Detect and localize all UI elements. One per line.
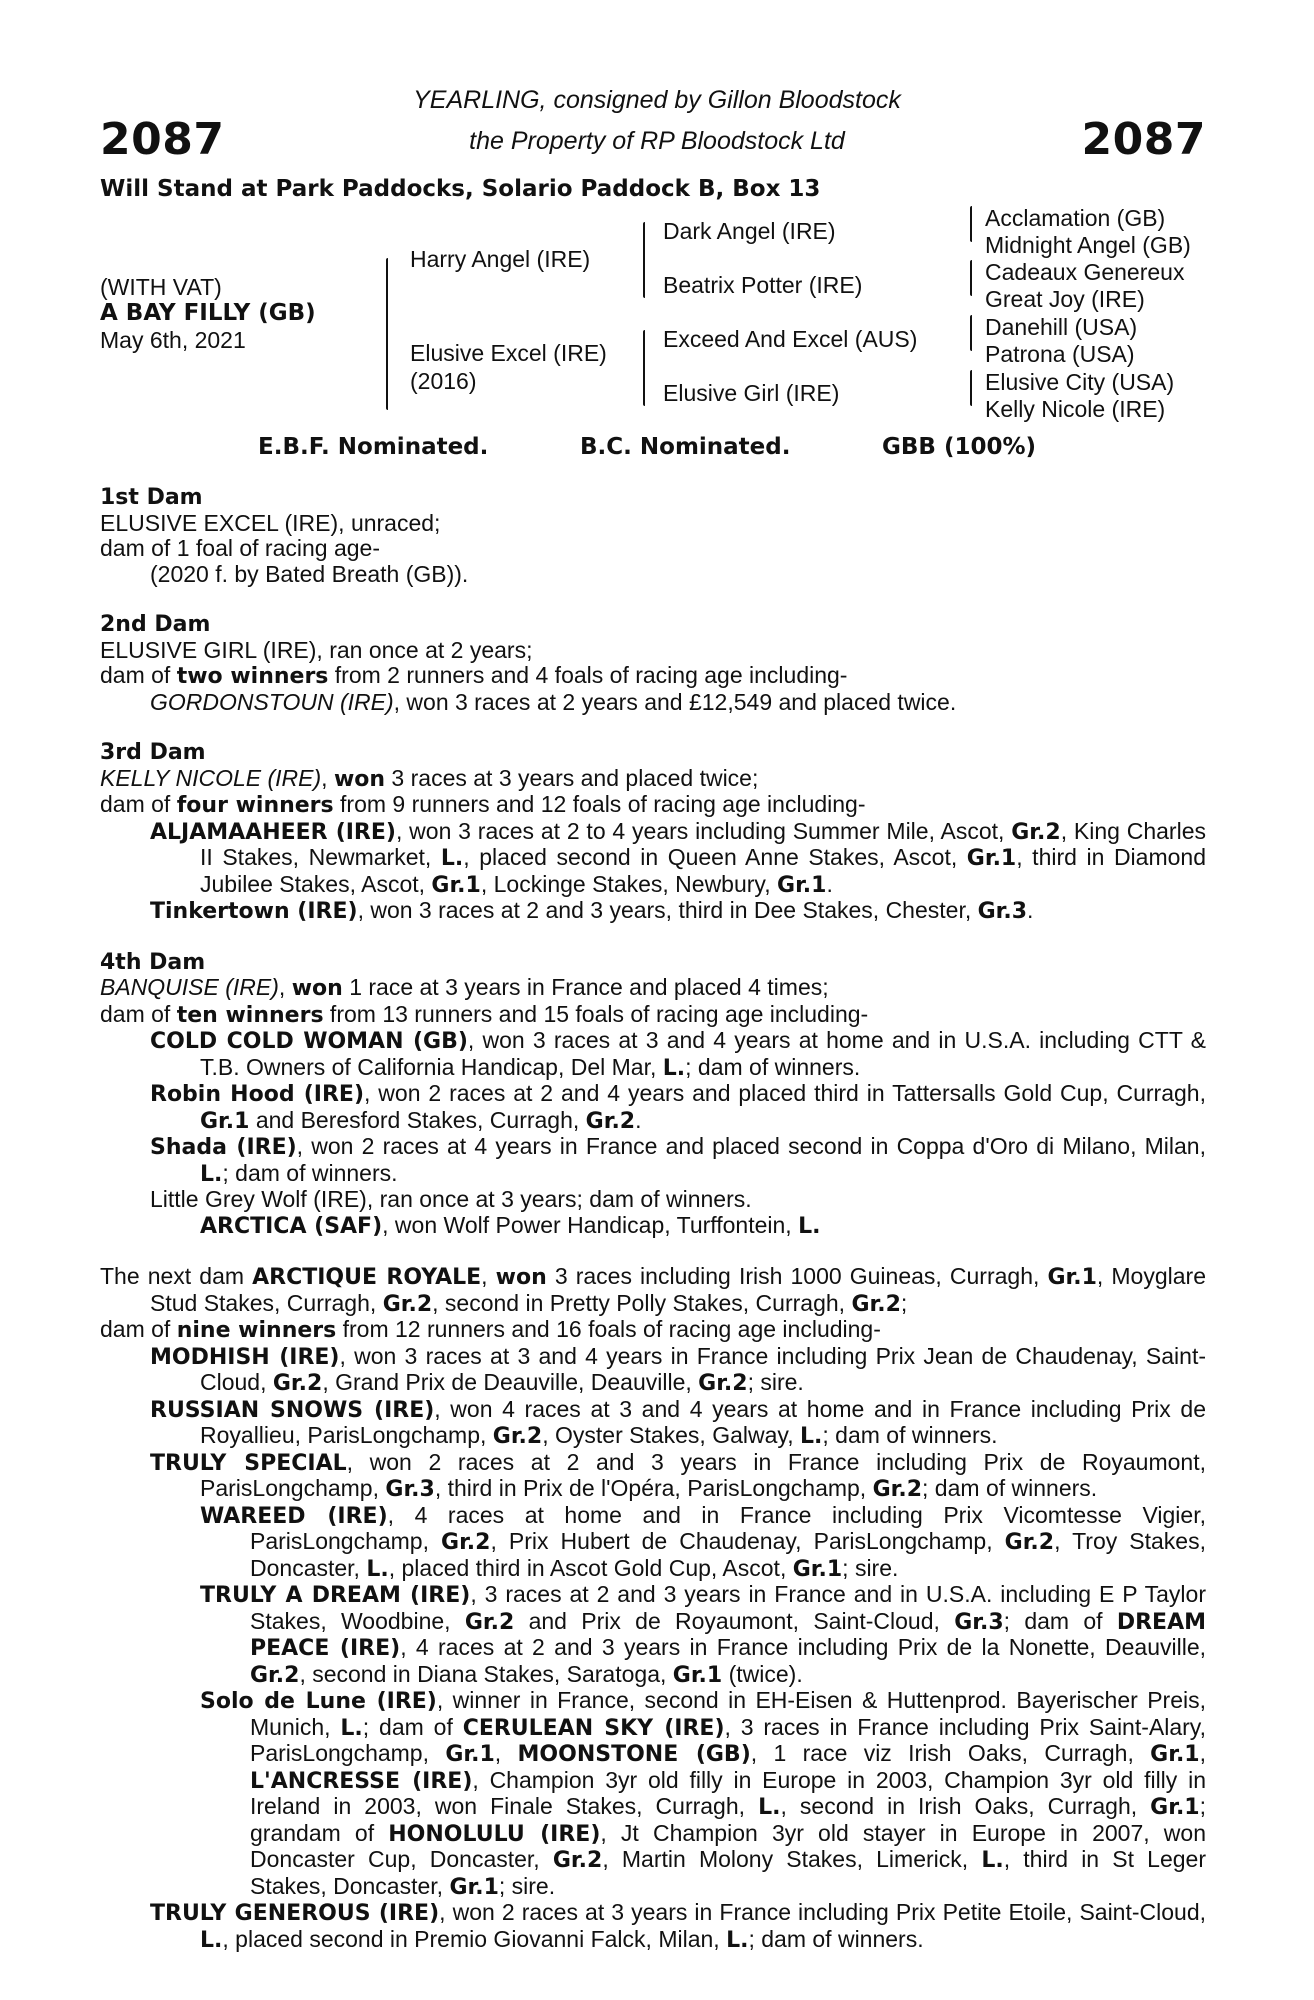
next-dam-winners: dam of nine winners from 12 runners and 16 foals of racing age including- bbox=[100, 1316, 881, 1343]
grandsire-7: Elusive City (USA) bbox=[985, 369, 1175, 395]
second-dam-section bbox=[100, 612, 1206, 715]
third-dam-heading: 3rd Dam bbox=[100, 740, 206, 765]
pedigree-brace-dam bbox=[643, 330, 645, 406]
first-dam-section bbox=[100, 485, 1206, 587]
produce-truly-generous: TRULY GENEROUS (IRE), won 2 races at 3 years in France including Prix Petite Etoile, Saint-Cloud, L., placed second in Premio Giovanni Falck, Milan, L.; dam of winners. bbox=[150, 1899, 1207, 1953]
first-dam-heading: 1st Dam bbox=[100, 485, 203, 510]
bc-nomination: B.C. Nominated. bbox=[580, 434, 791, 460]
third-dam-line: KELLY NICOLE (IRE), won 3 races at 3 years and placed twice; bbox=[100, 764, 759, 792]
consignor-line: YEARLING, consigned by Gillon Bloodstock bbox=[413, 86, 901, 114]
third-dam-winners: dam of four winners from 9 runners and 12 foals of racing age including- bbox=[100, 791, 866, 818]
second-dam-line: ELUSIVE GIRL (IRE), ran once at 2 years; bbox=[100, 636, 533, 663]
gbb-rating: GBB (100%) bbox=[882, 434, 1037, 460]
produce-russian-snows: RUSSIAN SNOWS (IRE), won 4 races at 3 and 4 years at home and in France including Prix de Royallieu, ParisLongchamp, Gr.2, Oyster Stakes, Galway, L.; dam of winners. bbox=[150, 1395, 1206, 1449]
dam-name: Elusive Excel (IRE) bbox=[410, 340, 607, 366]
produce-shada: Shada (IRE), won 2 races at 4 years in France and placed second in Coppa d'Oro di Milano, Milan, L.; dam of winners. bbox=[150, 1133, 1206, 1187]
second-dam-produce: GORDONSTOUN (IRE), won 3 races at 2 years and £12,549 and placed twice. bbox=[150, 688, 957, 715]
granddam-8: Kelly Nicole (IRE) bbox=[985, 396, 1166, 422]
fourth-dam-line: BANQUISE (IRE), won 1 race at 3 years in France and placed 4 times; bbox=[100, 974, 829, 1001]
sire-dam-name: Beatrix Potter (IRE) bbox=[663, 272, 863, 298]
vat-note: (WITH VAT) bbox=[100, 274, 222, 300]
next-dam-line: The next dam ARCTIQUE ROYALE, won 3 races including Irish 1000 Guineas, Curragh, Gr.1, Moyglare Stud Stakes, Curragh, Gr.2, second in Pretty Polly Stakes, Curragh, Gr.2; bbox=[100, 1263, 1206, 1317]
lot-number-left: 2087 bbox=[100, 114, 225, 165]
dam-sire-name: Exceed And Excel (AUS) bbox=[663, 326, 918, 352]
produce-truly-special: TRULY SPECIAL, won 2 races at 2 and 3 years in France including Prix de Royaumont, ParisLongchamp, Gr.3, third in Prix de l'Opéra, ParisLongchamp, Gr.2; dam of winners. bbox=[150, 1448, 1206, 1502]
produce-arctica: ARCTICA (SAF), won Wolf Power Handicap, Turffontein, L. bbox=[200, 1211, 821, 1239]
first-dam-produce: (2020 f. by Bated Breath (GB)). bbox=[150, 560, 469, 587]
sire-name: Harry Angel (IRE) bbox=[410, 246, 591, 272]
produce-wareed: WAREED (IRE), 4 races at home and in France including Prix Vicomtesse Vigier, ParisLongchamp, Gr.2, Prix Hubert de Chaudenay, ParisLongchamp, Gr.2, Troy Stakes, Doncaster, L., placed third in Ascot Gold Cup, Ascot, Gr.1; sire. bbox=[200, 1501, 1206, 1582]
granddam-2: Midnight Angel (GB) bbox=[985, 232, 1191, 258]
produce-aljamaaheer: ALJAMAAHEER (IRE), won 3 races at 2 to 4 years including Summer Mile, Ascot, Gr.2, King Charles II Stakes, Newmarket, L., placed second in Queen Anne Stakes, Ascot, Gr.1, third in Diamond Jubilee Stakes, Ascot, Gr.1, Lockinge Stakes, Newbury, Gr.1. bbox=[150, 817, 1206, 898]
granddam-6: Patrona (USA) bbox=[985, 341, 1135, 367]
pedigree-brace-g3 bbox=[970, 315, 972, 351]
third-dam-section bbox=[100, 740, 1206, 925]
produce-cold-cold-woman: COLD COLD WOMAN (GB), won 3 races at 3 and 4 years at home and in U.S.A. including CTT & T.B. Owners of California Handicap, Del Mar, L.; dam of winners. bbox=[150, 1027, 1206, 1081]
pedigree-brace-g4 bbox=[970, 370, 972, 406]
produce-tinkertown: Tinkertown (IRE), won 3 races at 2 and 3 years, third in Dee Stakes, Chester, Gr.3. bbox=[150, 897, 1034, 924]
fourth-dam-section bbox=[100, 950, 1206, 1240]
produce-little-grey-wolf: Little Grey Wolf (IRE), ran once at 3 years; dam of winners. bbox=[150, 1186, 752, 1212]
grandsire-3: Cadeaux Genereux bbox=[985, 259, 1185, 285]
horse-dob: May 6th, 2021 bbox=[100, 327, 246, 353]
pedigree-brace-sire bbox=[643, 222, 645, 298]
property-line: the Property of RP Bloodstock Ltd bbox=[469, 127, 845, 155]
horse-name: A BAY FILLY (GB) bbox=[100, 300, 316, 326]
produce-record bbox=[100, 485, 1206, 1978]
sire-sire-name: Dark Angel (IRE) bbox=[663, 218, 836, 244]
lot-number-right: 2087 bbox=[1081, 114, 1206, 165]
first-dam-line: ELUSIVE EXCEL (IRE), unraced; bbox=[100, 509, 441, 536]
granddam-4: Great Joy (IRE) bbox=[985, 286, 1145, 312]
produce-robin-hood: Robin Hood (IRE), won 2 races at 2 and 4 years and placed third in Tattersalls Gold Cup, Curragh, Gr.1 and Beresford Stakes, Curragh, Gr.2. bbox=[150, 1080, 1206, 1134]
first-dam-foals: dam of 1 foal of racing age- bbox=[100, 535, 380, 561]
pedigree-brace-g2 bbox=[970, 260, 972, 296]
fourth-dam-heading: 4th Dam bbox=[100, 949, 206, 975]
fourth-dam-winners: dam of ten winners from 13 runners and 15 foals of racing age including- bbox=[100, 1000, 869, 1028]
pedigree-brace-main bbox=[386, 258, 388, 410]
produce-modhish: MODHISH (IRE), won 3 races at 3 and 4 years in France including Prix Jean de Chaudenay, Saint-Cloud, Gr.2, Grand Prix de Deauville, Deauville, Gr.2; sire. bbox=[150, 1342, 1206, 1396]
grandsire-1: Acclamation (GB) bbox=[985, 205, 1166, 231]
stand-location: Will Stand at Park Paddocks, Solario Paddock B, Box 13 bbox=[100, 176, 821, 202]
ebf-nomination: E.B.F. Nominated. bbox=[258, 434, 489, 460]
second-dam-winners: dam of two winners from 2 runners and 4 foals of racing age including- bbox=[100, 662, 848, 689]
dam-year: (2016) bbox=[410, 368, 477, 394]
produce-truly-a-dream: TRULY A DREAM (IRE), 3 races at 2 and 3 years in France and in U.S.A. including E P Taylor Stakes, Woodbine, Gr.2 and Prix de Royaumont, Saint-Cloud, Gr.3; dam of DREAM PEACE (IRE), 4 races at 2 and 3 years in France including Prix de la Nonette, Deauville, Gr.2, second in Diana Stakes, Saratoga, Gr.1 (twice). bbox=[200, 1581, 1206, 1688]
second-dam-heading: 2nd Dam bbox=[100, 612, 211, 637]
pedigree-brace-g1 bbox=[970, 206, 972, 242]
dam-dam-name: Elusive Girl (IRE) bbox=[663, 380, 840, 406]
grandsire-5: Danehill (USA) bbox=[985, 314, 1138, 340]
next-dam-section bbox=[100, 1264, 1206, 1953]
produce-solo-de-lune: Solo de Lune (IRE), winner in France, second in EH-Eisen & Huttenprod. Bayerischer Preis, Munich, L.; dam of CERULEAN SKY (IRE), 3 races in France including Prix Saint-Alary, ParisLongchamp, Gr.1, MOONSTONE (GB), 1 race viz Irish Oaks, Curragh, Gr.1, L'ANCRESSE (IRE), Champion 3yr old filly in Europe in 2003, Champion 3yr old filly in Ireland in 2003, won Finale Stakes, Curragh, L., second in Irish Oaks, Curragh, Gr.1; grandam of HONOLULU (IRE), Jt Champion 3yr old stayer in Europe in 2007, won Doncaster Cup, Doncaster, Gr.2, Martin Molony Stakes, Limerick, L., third in St Leger Stakes, Doncaster, Gr.1; sire. bbox=[200, 1687, 1207, 1900]
